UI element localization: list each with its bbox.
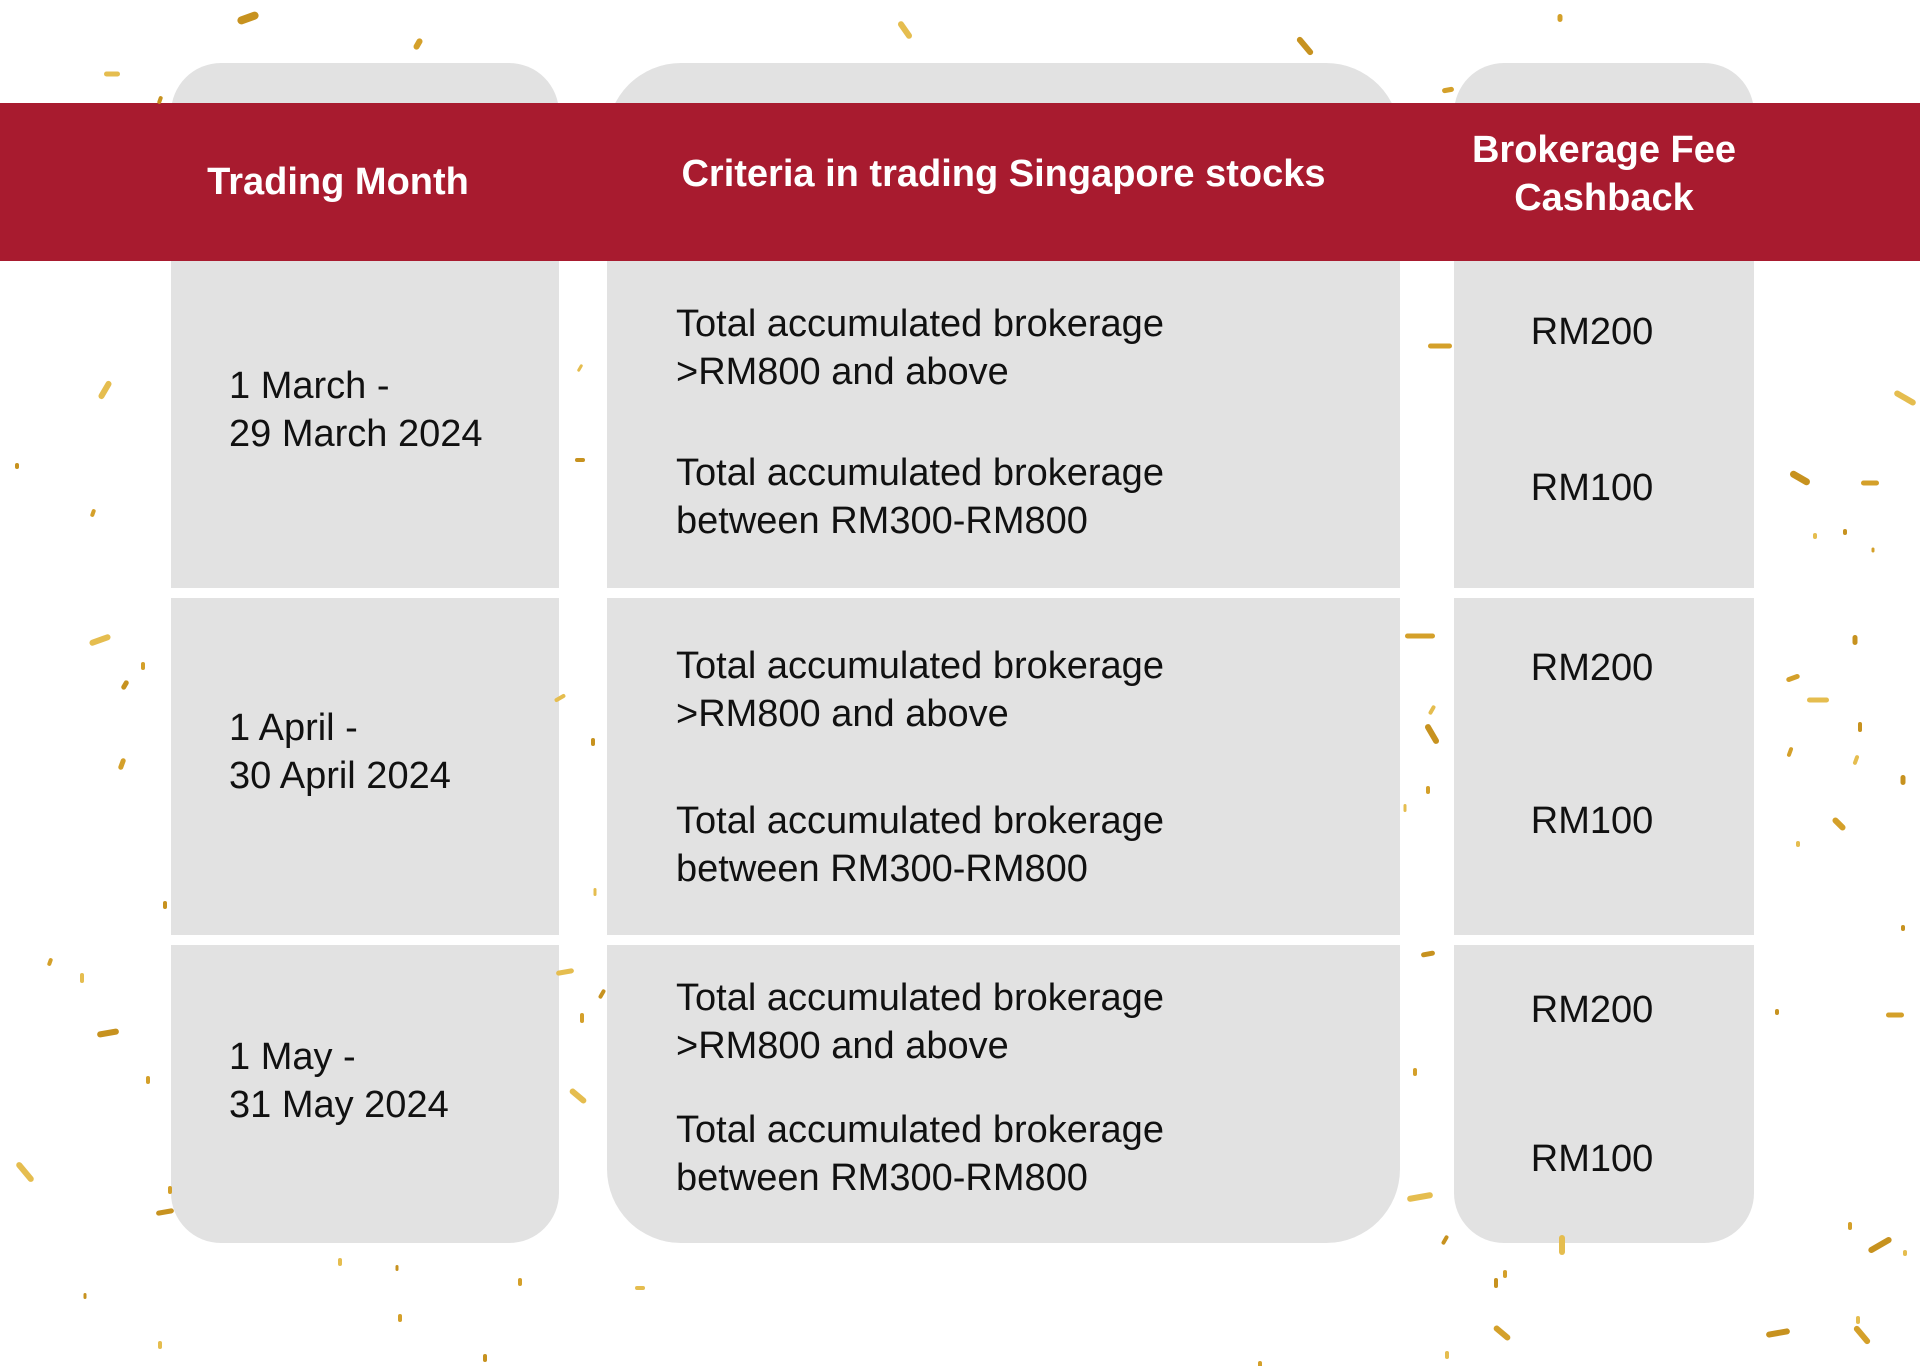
confetti-piece bbox=[1867, 1236, 1893, 1254]
row-2-tier-2-criteria bbox=[676, 797, 1164, 893]
header-criteria-label: Criteria in trading Singapore stocks bbox=[681, 153, 1326, 195]
confetti-piece bbox=[1503, 1270, 1507, 1278]
confetti-piece bbox=[1861, 481, 1879, 486]
confetti-piece bbox=[90, 509, 96, 518]
confetti-piece bbox=[1813, 533, 1817, 539]
confetti-piece bbox=[1786, 747, 1793, 758]
confetti-piece bbox=[84, 1293, 87, 1299]
confetti-piece bbox=[1886, 1013, 1904, 1018]
confetti-piece bbox=[163, 901, 167, 909]
row-divider bbox=[0, 588, 1920, 598]
row-1-tier-2-cashback: RM100 bbox=[1530, 467, 1654, 509]
confetti-piece bbox=[158, 1341, 162, 1349]
confetti-piece bbox=[1786, 673, 1801, 682]
confetti-piece bbox=[1558, 14, 1563, 22]
header-trading-month-label: Trading Month bbox=[207, 161, 469, 203]
row-2-period bbox=[229, 704, 451, 800]
confetti-piece bbox=[518, 1278, 522, 1286]
row-3-period bbox=[229, 1033, 449, 1129]
confetti-piece bbox=[635, 1286, 645, 1290]
criteria-line: Total accumulated brokerage bbox=[676, 977, 1164, 1019]
row-3-period-line2: 31 May 2024 bbox=[229, 1084, 449, 1126]
confetti-piece bbox=[1442, 86, 1455, 93]
confetti-piece bbox=[104, 72, 120, 77]
confetti-piece bbox=[1426, 786, 1430, 794]
confetti-piece bbox=[236, 10, 259, 25]
row-2-period-line1: 1 April - bbox=[229, 707, 358, 749]
confetti-piece bbox=[483, 1354, 487, 1362]
row-1-tier-1-cashback: RM200 bbox=[1530, 311, 1654, 353]
confetti-piece bbox=[1848, 1222, 1852, 1230]
confetti-piece bbox=[1775, 1009, 1779, 1015]
row-3-tier-2-criteria bbox=[676, 1106, 1164, 1202]
header-criteria bbox=[607, 95, 1400, 253]
confetti-piece bbox=[1852, 755, 1859, 766]
confetti-piece bbox=[1445, 1351, 1449, 1359]
confetti-piece bbox=[594, 888, 597, 896]
confetti-piece bbox=[1413, 1068, 1417, 1076]
confetti-piece bbox=[1405, 634, 1435, 639]
confetti-piece bbox=[1424, 723, 1440, 745]
row-3-tier-2-cashback: RM100 bbox=[1530, 1138, 1654, 1180]
table-header bbox=[0, 103, 1920, 261]
confetti-piece bbox=[398, 1314, 402, 1322]
confetti-piece bbox=[1831, 816, 1847, 832]
confetti-piece bbox=[575, 458, 585, 462]
confetti-piece bbox=[97, 1028, 120, 1038]
confetti-piece bbox=[1789, 469, 1812, 486]
criteria-line: >RM800 and above bbox=[676, 351, 1009, 393]
confetti-piece bbox=[577, 364, 584, 372]
confetti-piece bbox=[97, 380, 112, 400]
confetti-piece bbox=[1903, 1250, 1907, 1256]
confetti-piece bbox=[598, 989, 606, 1000]
confetti-piece bbox=[1901, 775, 1906, 785]
confetti-piece bbox=[1428, 705, 1436, 716]
confetti-piece bbox=[118, 758, 127, 771]
confetti-piece bbox=[1901, 925, 1905, 931]
confetti-piece bbox=[1856, 1316, 1860, 1324]
confetti-piece bbox=[1853, 1325, 1872, 1346]
confetti-piece bbox=[1807, 698, 1829, 703]
confetti-piece bbox=[1404, 804, 1407, 812]
confetti-piece bbox=[1494, 1278, 1498, 1288]
row-3-tier-1-criteria bbox=[676, 974, 1164, 1070]
confetti-piece bbox=[15, 463, 19, 469]
confetti-piece bbox=[156, 1208, 175, 1216]
confetti-piece bbox=[141, 662, 145, 670]
confetti-piece bbox=[338, 1258, 342, 1266]
row-1-tier-1-criteria bbox=[676, 300, 1164, 396]
confetti-piece bbox=[897, 20, 913, 40]
confetti-piece bbox=[1492, 1324, 1511, 1341]
row-divider bbox=[0, 935, 1920, 945]
confetti-piece bbox=[1796, 841, 1800, 847]
confetti-piece bbox=[1853, 635, 1858, 645]
row-1-period bbox=[229, 362, 483, 458]
criteria-line: between RM300-RM800 bbox=[676, 848, 1088, 890]
confetti-piece bbox=[15, 1161, 35, 1183]
header-trading-month bbox=[171, 103, 505, 261]
confetti-piece bbox=[396, 1265, 399, 1271]
confetti-piece bbox=[1843, 529, 1847, 535]
row-1-period-line2: 29 March 2024 bbox=[229, 413, 483, 455]
criteria-line: Total accumulated brokerage bbox=[676, 645, 1164, 687]
row-2-tier-2-cashback: RM100 bbox=[1530, 800, 1654, 842]
criteria-line: between RM300-RM800 bbox=[676, 1157, 1088, 1199]
confetti-piece bbox=[1766, 1328, 1791, 1338]
confetti-piece bbox=[1441, 1235, 1449, 1246]
confetti-piece bbox=[146, 1076, 150, 1084]
row-1-period-line1: 1 March - bbox=[229, 365, 390, 407]
confetti-piece bbox=[120, 679, 129, 690]
confetti-piece bbox=[568, 1087, 587, 1104]
row-3-tier-1-cashback: RM200 bbox=[1530, 989, 1654, 1031]
confetti-piece bbox=[1421, 950, 1436, 957]
criteria-line: Total accumulated brokerage bbox=[676, 1109, 1164, 1151]
header-cashback bbox=[1454, 95, 1754, 253]
row-2-tier-1-cashback: RM200 bbox=[1530, 647, 1654, 689]
criteria-line: >RM800 and above bbox=[676, 693, 1009, 735]
criteria-line: between RM300-RM800 bbox=[676, 500, 1088, 542]
criteria-line: Total accumulated brokerage bbox=[676, 452, 1164, 494]
confetti-piece bbox=[1296, 36, 1315, 57]
criteria-line: Total accumulated brokerage bbox=[676, 800, 1164, 842]
row-2-tier-1-criteria bbox=[676, 642, 1164, 738]
row-1-tier-2-criteria bbox=[676, 449, 1164, 545]
criteria-line: Total accumulated brokerage bbox=[676, 303, 1164, 345]
confetti-piece bbox=[89, 633, 112, 646]
confetti-piece bbox=[47, 958, 53, 967]
row-2-period-line2: 30 April 2024 bbox=[229, 755, 451, 797]
row-3-period-line1: 1 May - bbox=[229, 1036, 356, 1078]
header-cashback-line2: Cashback bbox=[1514, 177, 1694, 219]
confetti-piece bbox=[80, 973, 84, 983]
confetti-piece bbox=[580, 1013, 584, 1023]
confetti-piece bbox=[1872, 548, 1875, 553]
header-cashback-line1: Brokerage Fee bbox=[1471, 129, 1736, 171]
confetti-piece bbox=[591, 738, 595, 746]
criteria-line: >RM800 and above bbox=[676, 1025, 1009, 1067]
confetti-piece bbox=[1258, 1361, 1262, 1366]
confetti-piece bbox=[1407, 1192, 1434, 1202]
confetti-piece bbox=[412, 37, 423, 50]
confetti-piece bbox=[1893, 389, 1917, 406]
confetti-piece bbox=[1858, 722, 1862, 732]
